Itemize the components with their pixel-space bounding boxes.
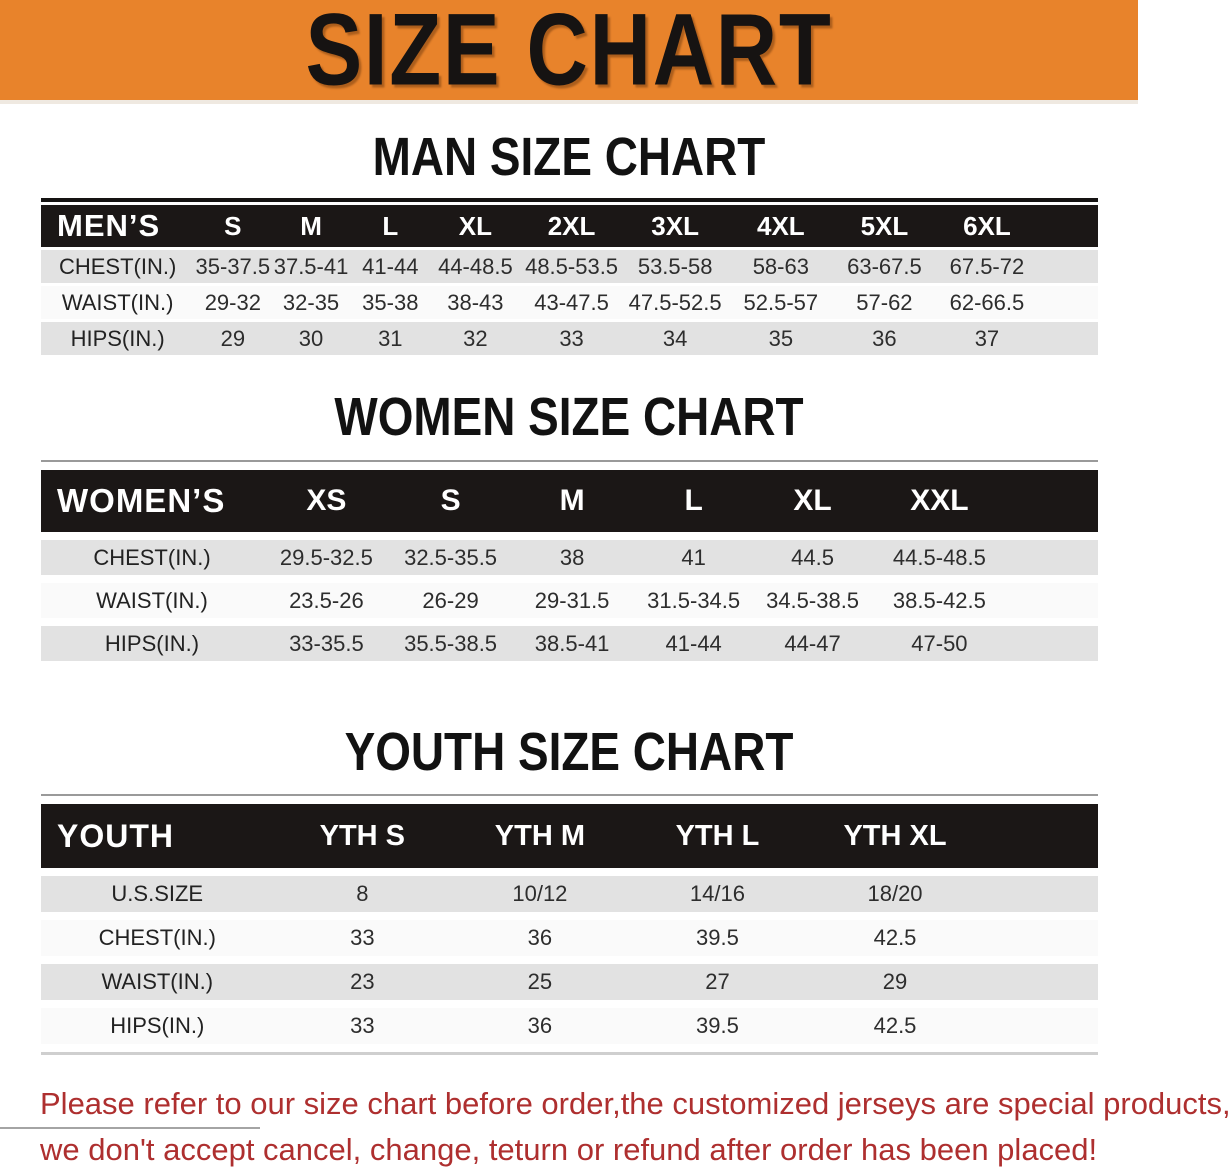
youth-size-table — [41, 794, 1098, 1055]
youth-waist-cell: 27 — [705, 969, 730, 994]
women-section-heading: WOMEN SIZE CHART — [334, 387, 804, 447]
women-hips-cell: 38.5-41 — [534, 630, 610, 656]
youth-waist-cell: 23 — [350, 969, 375, 994]
row-label-chest: CHEST(IN.) — [58, 253, 177, 279]
women-waist-cell: 23.5-26 — [289, 587, 364, 613]
women-waist-cell: 38.5-42.5 — [892, 587, 986, 613]
men-table-header-row — [41, 205, 1098, 247]
youth-column-header: YTH L — [675, 819, 760, 852]
men-waist-cell: 47.5-52.5 — [628, 289, 722, 315]
women-chest-cell: 41 — [681, 544, 706, 570]
youth-waist-cell — [984, 964, 1098, 1000]
women-table-header-row — [41, 470, 1098, 532]
men-size-table — [41, 198, 1098, 358]
men-waist-cell: 43-47.5 — [534, 289, 609, 315]
youth-hips-cell: 39.5 — [696, 1013, 739, 1038]
banner — [0, 0, 1138, 108]
women-size-table — [41, 460, 1098, 669]
men-column-header: L — [382, 210, 399, 241]
youth-column-header — [984, 804, 1098, 868]
youth-ussize-row — [41, 876, 1098, 912]
men-chest-cell: 58-63 — [752, 253, 809, 279]
women-waist-cell: 26-29 — [422, 587, 479, 613]
youth-chest-cell: 39.5 — [696, 925, 739, 950]
youth-chest-row — [41, 920, 1098, 956]
youth-ussize-cell: 18/20 — [867, 881, 923, 906]
men-hips-cell — [1039, 322, 1098, 355]
women-waist-row — [41, 583, 1098, 618]
men-chest-cell: 63-67.5 — [847, 253, 922, 279]
youth-section-heading: YOUTH SIZE CHART — [344, 722, 794, 782]
women-waist-cell: 31.5-34.5 — [647, 587, 741, 613]
youth-chest-cell: 42.5 — [873, 925, 917, 950]
youth-hips-cell: 33 — [350, 1013, 375, 1038]
women-column-header: XS — [306, 484, 347, 517]
men-chest-row — [41, 250, 1098, 283]
youth-column-header: YTH XL — [843, 819, 947, 852]
men-waist-cell: 62-66.5 — [949, 289, 1025, 315]
youth-ussize-cell: 10/12 — [512, 881, 568, 906]
men-chest-cell: 37.5-41 — [273, 253, 349, 279]
men-waist-cell: 32-35 — [282, 289, 340, 315]
women-column-header: L — [684, 484, 703, 517]
men-hips-cell: 34 — [662, 325, 688, 351]
women-column-header: M — [559, 484, 585, 517]
youth-ussize-cell: 8 — [356, 881, 369, 906]
order-note-line-2: we don't accept cancel, change, teturn or refund after order has been placed! — [40, 1132, 1098, 1167]
men-waist-cell: 38-43 — [447, 289, 504, 315]
youth-chest-cell: 36 — [527, 925, 553, 950]
men-chest-cell: 48.5-53.5 — [525, 253, 619, 279]
row-label-hips: HIPS(IN.) — [104, 630, 200, 656]
men-column-header: 4XL — [756, 210, 805, 241]
row-label-chest: CHEST(IN.) — [93, 544, 211, 570]
youth-column-header: YTH M — [494, 819, 585, 852]
youth-table-header-row — [41, 804, 1098, 868]
women-hips-cell: 35.5-38.5 — [404, 630, 498, 656]
men-column-header: 6XL — [963, 210, 1011, 241]
men-hips-cell: 32 — [463, 325, 488, 351]
youth-hips-cell: 42.5 — [873, 1013, 917, 1038]
women-column-header — [1008, 470, 1098, 532]
youth-chest-cell: 33 — [350, 925, 375, 950]
women-waist-cell — [1008, 583, 1098, 618]
women-hips-cell: 44-47 — [784, 630, 841, 656]
youth-column-header: YTH S — [319, 819, 406, 852]
women-chest-cell: 44.5-48.5 — [892, 544, 986, 570]
men-column-header: XL — [458, 210, 492, 241]
men-column-header: 3XL — [651, 210, 699, 241]
men-chest-cell: 53.5-58 — [637, 253, 713, 279]
women-chest-cell: 38 — [559, 544, 585, 570]
women-column-header: XL — [793, 484, 832, 517]
women-table-group-label: WOMEN’S — [57, 482, 226, 519]
women-chest-row — [41, 540, 1098, 575]
women-chest-cell — [1008, 540, 1098, 575]
men-chest-cell: 44-48.5 — [438, 253, 513, 279]
row-label-us-size: U.S.SIZE — [111, 881, 204, 906]
men-waist-cell: 52.5-57 — [743, 289, 819, 315]
men-waist-row — [41, 286, 1098, 319]
men-hips-cell: 29 — [220, 325, 246, 351]
youth-hips-cell — [984, 1008, 1098, 1044]
order-note-line-1: Please refer to our size chart before order,the customized jerseys are special products, — [40, 1086, 1231, 1121]
row-label-waist: WAIST(IN.) — [61, 289, 174, 315]
banner-title: SIZE CHART — [305, 0, 833, 108]
men-hips-cell: 36 — [872, 325, 897, 351]
men-chest-cell — [1039, 250, 1098, 283]
youth-ussize-cell — [984, 876, 1098, 912]
men-chest-cell: 35-37.5 — [195, 253, 271, 279]
women-hips-cell — [1008, 626, 1098, 661]
youth-ussize-cell: 14/16 — [689, 881, 745, 906]
men-waist-cell: 57-62 — [856, 289, 913, 315]
women-hips-cell: 47-50 — [911, 630, 968, 656]
women-column-header: S — [440, 484, 461, 517]
row-label-hips: HIPS(IN.) — [70, 325, 165, 351]
women-hips-cell: 41-44 — [665, 630, 722, 656]
men-hips-cell: 33 — [559, 325, 584, 351]
row-label-waist: WAIST(IN.) — [96, 587, 208, 613]
youth-table-group-label: YOUTH — [57, 817, 174, 854]
youth-hips-row — [41, 1008, 1098, 1044]
men-table-group-label: MEN’S — [57, 208, 161, 243]
women-waist-cell: 34.5-38.5 — [766, 587, 860, 613]
women-column-header: XXL — [910, 484, 969, 517]
women-hips-row — [41, 626, 1098, 661]
women-chest-cell: 29.5-32.5 — [279, 544, 373, 570]
youth-chest-cell — [984, 920, 1098, 956]
men-column-header — [1039, 205, 1098, 247]
men-column-header: 5XL — [860, 210, 909, 241]
men-column-header: M — [300, 210, 322, 241]
row-label-waist: WAIST(IN.) — [101, 969, 214, 994]
men-hips-cell: 37 — [974, 325, 1000, 351]
youth-waist-row — [41, 964, 1098, 1000]
men-column-header: S — [224, 210, 242, 241]
men-hips-cell: 31 — [378, 325, 403, 351]
youth-waist-cell: 29 — [882, 969, 908, 994]
row-label-hips: HIPS(IN.) — [110, 1013, 205, 1038]
women-waist-cell: 29-31.5 — [534, 587, 610, 613]
men-waist-cell: 29-32 — [204, 289, 261, 315]
men-chest-cell: 41-44 — [362, 253, 419, 279]
men-section-heading: MAN SIZE CHART — [372, 127, 766, 187]
women-hips-cell: 33-35.5 — [289, 630, 364, 656]
men-hips-cell: 30 — [298, 325, 324, 351]
men-waist-cell: 35-38 — [362, 289, 419, 315]
men-hips-row — [41, 322, 1098, 355]
youth-hips-cell: 36 — [527, 1013, 553, 1038]
row-label-chest: CHEST(IN.) — [98, 925, 216, 950]
youth-waist-cell: 25 — [527, 969, 553, 994]
men-column-header: 2XL — [547, 210, 596, 241]
men-chest-cell: 67.5-72 — [949, 253, 1025, 279]
men-hips-cell: 35 — [768, 325, 794, 351]
men-waist-cell — [1039, 286, 1098, 319]
women-chest-cell: 32.5-35.5 — [404, 544, 498, 570]
bottom-edge-artifact — [0, 1127, 260, 1129]
women-chest-cell: 44.5 — [791, 544, 834, 570]
